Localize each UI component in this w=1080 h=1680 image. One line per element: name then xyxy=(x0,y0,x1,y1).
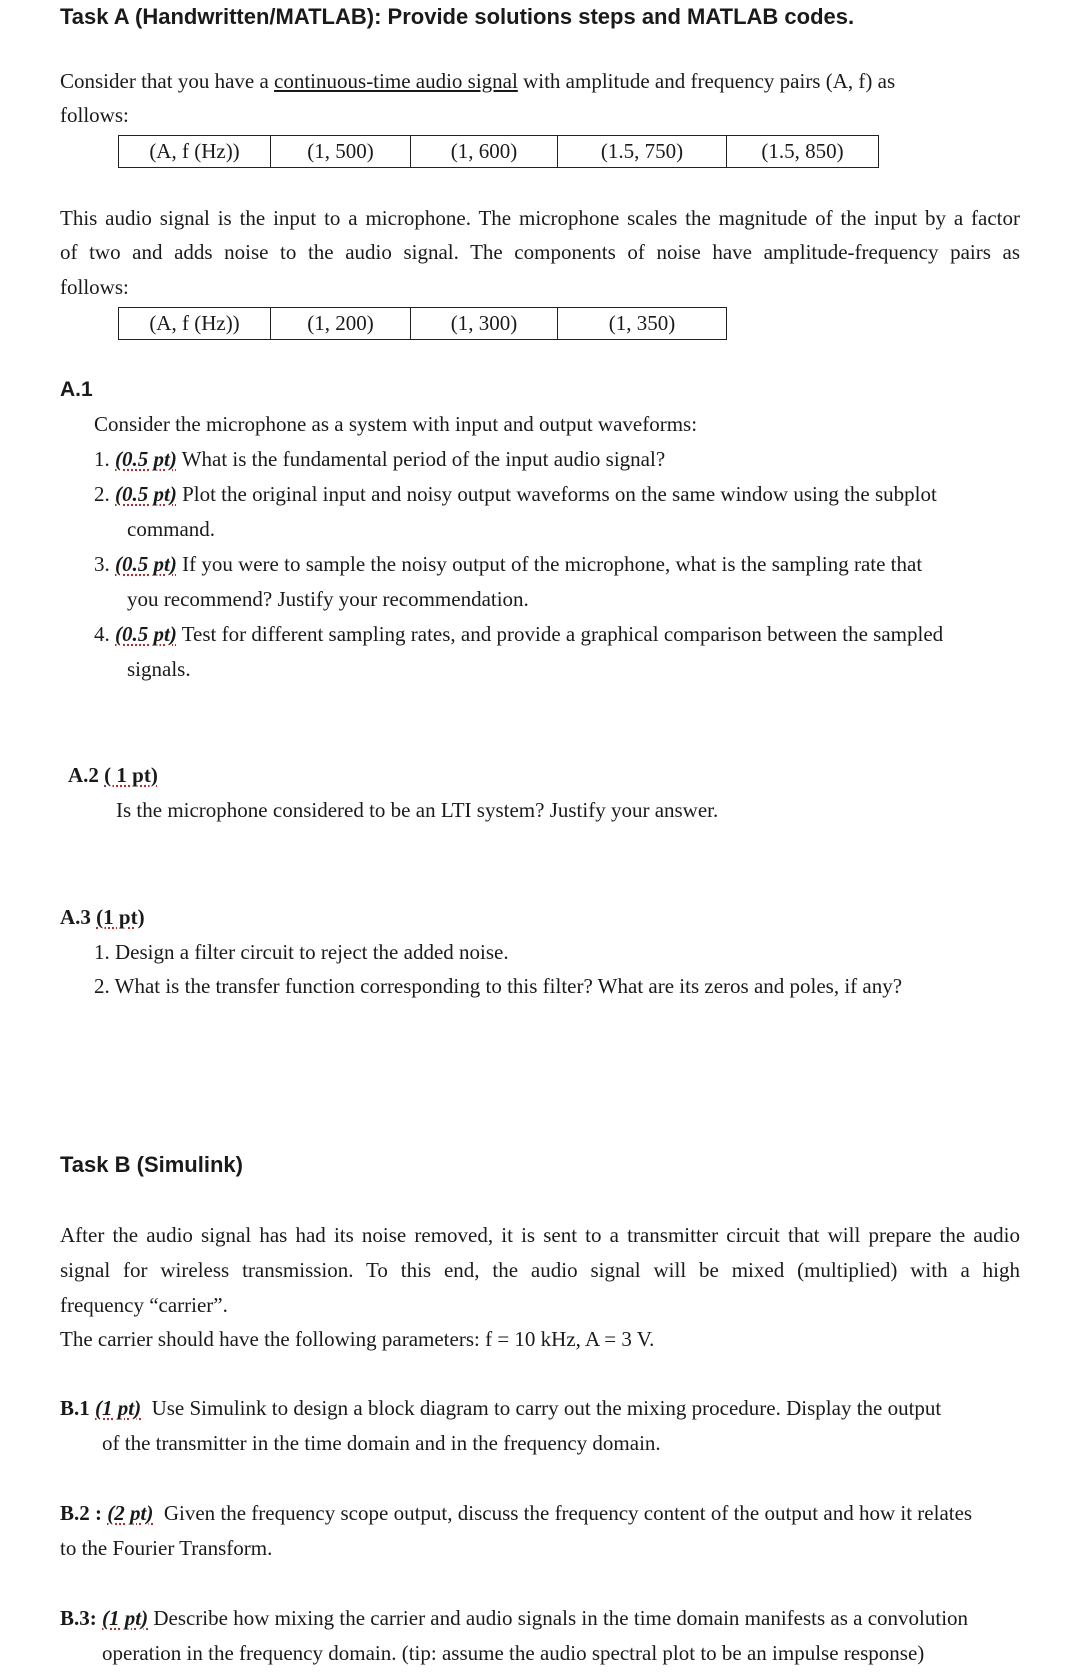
a1-item-4-continuation: signals. xyxy=(127,657,191,681)
task-b-heading: Task B (Simulink) xyxy=(60,1152,243,1177)
b1-points: (1 pt) xyxy=(95,1396,142,1420)
b2-points: (2 pt) xyxy=(107,1501,154,1525)
a1-item-points: (0.5 pt) xyxy=(115,622,177,646)
b2-label: B.2 : xyxy=(60,1501,102,1525)
a3-item-number: 1. xyxy=(94,940,110,964)
a1-item-2 xyxy=(94,482,937,507)
a1-intro: Consider the microphone as a system with input and output waveforms: xyxy=(94,412,698,436)
a3-item-1 xyxy=(94,940,509,965)
b3-label: B.3: xyxy=(60,1606,97,1630)
task-a-heading: Task A (Handwritten/MATLAB): Provide solutions steps and MATLAB codes. xyxy=(60,4,855,29)
noise-table-cell: (1, 300) xyxy=(411,308,558,340)
a1-item-text: If you were to sample the noisy output of the microphone, what is the sampling rate that xyxy=(176,552,923,576)
intro-underlined-term: continuous-time audio signal xyxy=(274,69,518,93)
a3-label: A.3 xyxy=(60,905,91,929)
b1-text: Use Simulink to design a block diagram to carry out the mixing procedure. Display the output xyxy=(141,1396,942,1420)
noise-table-cell: (1, 350) xyxy=(558,308,727,340)
a1-item-number: 4. xyxy=(94,622,110,646)
a3-item-2 xyxy=(94,974,902,999)
a1-item-points: (0.5 pt) xyxy=(115,447,177,471)
b2-line-2: to the Fourier Transform. xyxy=(60,1536,273,1560)
signal-table-cell: (1.5, 750) xyxy=(558,136,727,168)
noise-table-cell: (1, 200) xyxy=(271,308,411,340)
taskb-para-line-1: After the audio signal has had its noise removed, it is sent to a transmitter circuit that will prepare the audio xyxy=(60,1223,1020,1247)
b2-text: Given the frequency scope output, discuss the frequency content of the output and how it relates xyxy=(153,1501,973,1525)
a1-item-points: (0.5 pt) xyxy=(115,482,177,506)
signal-table-cell: (A, f (Hz)) xyxy=(119,136,271,168)
signal-table-cell: (1, 500) xyxy=(271,136,411,168)
a1-item-text: Test for different sampling rates, and provide a graphical comparison between the sampled xyxy=(176,622,944,646)
a3-item-text: What is the transfer function corresponding to this filter? What are its zeros and poles, if any? xyxy=(114,974,903,998)
a2-header xyxy=(68,763,158,788)
a2-label: A.2 xyxy=(68,763,99,787)
signal-pairs-table xyxy=(118,135,879,168)
signal-table-cell: (1, 600) xyxy=(411,136,558,168)
carrier-parameters: The carrier should have the following parameters: f = 10 kHz, A = 3 V. xyxy=(60,1327,655,1351)
taskb-para-line-2: signal for wireless transmission. To this end, the audio signal will be mixed (multiplied) with a high xyxy=(60,1258,1020,1282)
b3-points: (1 pt) xyxy=(102,1606,149,1630)
intro-text-pre: Consider that you have a xyxy=(60,69,275,93)
a1-label: A.1 xyxy=(60,378,93,401)
a1-item-1 xyxy=(94,447,665,472)
b3-text: Describe how mixing the carrier and audio signals in the time domain manifests as a convolution xyxy=(148,1606,969,1630)
noise-line-2: of two and adds noise to the audio signal. The components of noise have amplitude-frequency pairs as xyxy=(60,240,1020,264)
a1-item-3-continuation: you recommend? Justify your recommendation. xyxy=(127,587,529,611)
noise-table-cell: (A, f (Hz)) xyxy=(119,308,271,340)
a3-header xyxy=(60,905,145,930)
a2-text: Is the microphone considered to be an LTI system? Justify your answer. xyxy=(116,798,719,822)
b1-line-1 xyxy=(60,1396,941,1421)
a1-item-number: 1. xyxy=(94,447,110,471)
a1-item-text: Plot the original input and noisy output waveforms on the same window using the subplot xyxy=(176,482,937,506)
a3-points: (1 pt) xyxy=(96,905,145,929)
taskb-para-line-3: frequency “carrier”. xyxy=(60,1293,228,1317)
a2-points: ( 1 pt) xyxy=(104,763,158,787)
a1-item-number: 3. xyxy=(94,552,110,576)
noise-pairs-table xyxy=(118,307,727,340)
a1-item-4 xyxy=(94,622,943,647)
intro-line-1 xyxy=(60,69,895,94)
b3-line-1 xyxy=(60,1606,968,1631)
b2-line-1 xyxy=(60,1501,972,1526)
a3-item-number: 2. xyxy=(94,974,110,998)
a1-item-text: What is the fundamental period of the input audio signal? xyxy=(176,447,666,471)
signal-table-cell: (1.5, 850) xyxy=(727,136,879,168)
intro-text-post: with amplitude and frequency pairs (A, f) as xyxy=(517,69,896,93)
a1-item-3 xyxy=(94,552,922,577)
a1-item-points: (0.5 pt) xyxy=(115,552,177,576)
b3-line-2: operation in the frequency domain. (tip: assume the audio spectral plot to be an impulse response) xyxy=(102,1641,925,1665)
b1-line-2: of the transmitter in the time domain and in the frequency domain. xyxy=(102,1431,661,1455)
a1-item-2-continuation: command. xyxy=(127,517,216,541)
b1-label: B.1 xyxy=(60,1396,90,1420)
noise-line-3: follows: xyxy=(60,275,129,299)
a1-item-number: 2. xyxy=(94,482,110,506)
noise-line-1: This audio signal is the input to a microphone. The microphone scales the magnitude of the input by a factor xyxy=(60,206,1020,230)
a3-item-text: Design a filter circuit to reject the added noise. xyxy=(115,940,509,964)
intro-line-2: follows: xyxy=(60,103,129,127)
